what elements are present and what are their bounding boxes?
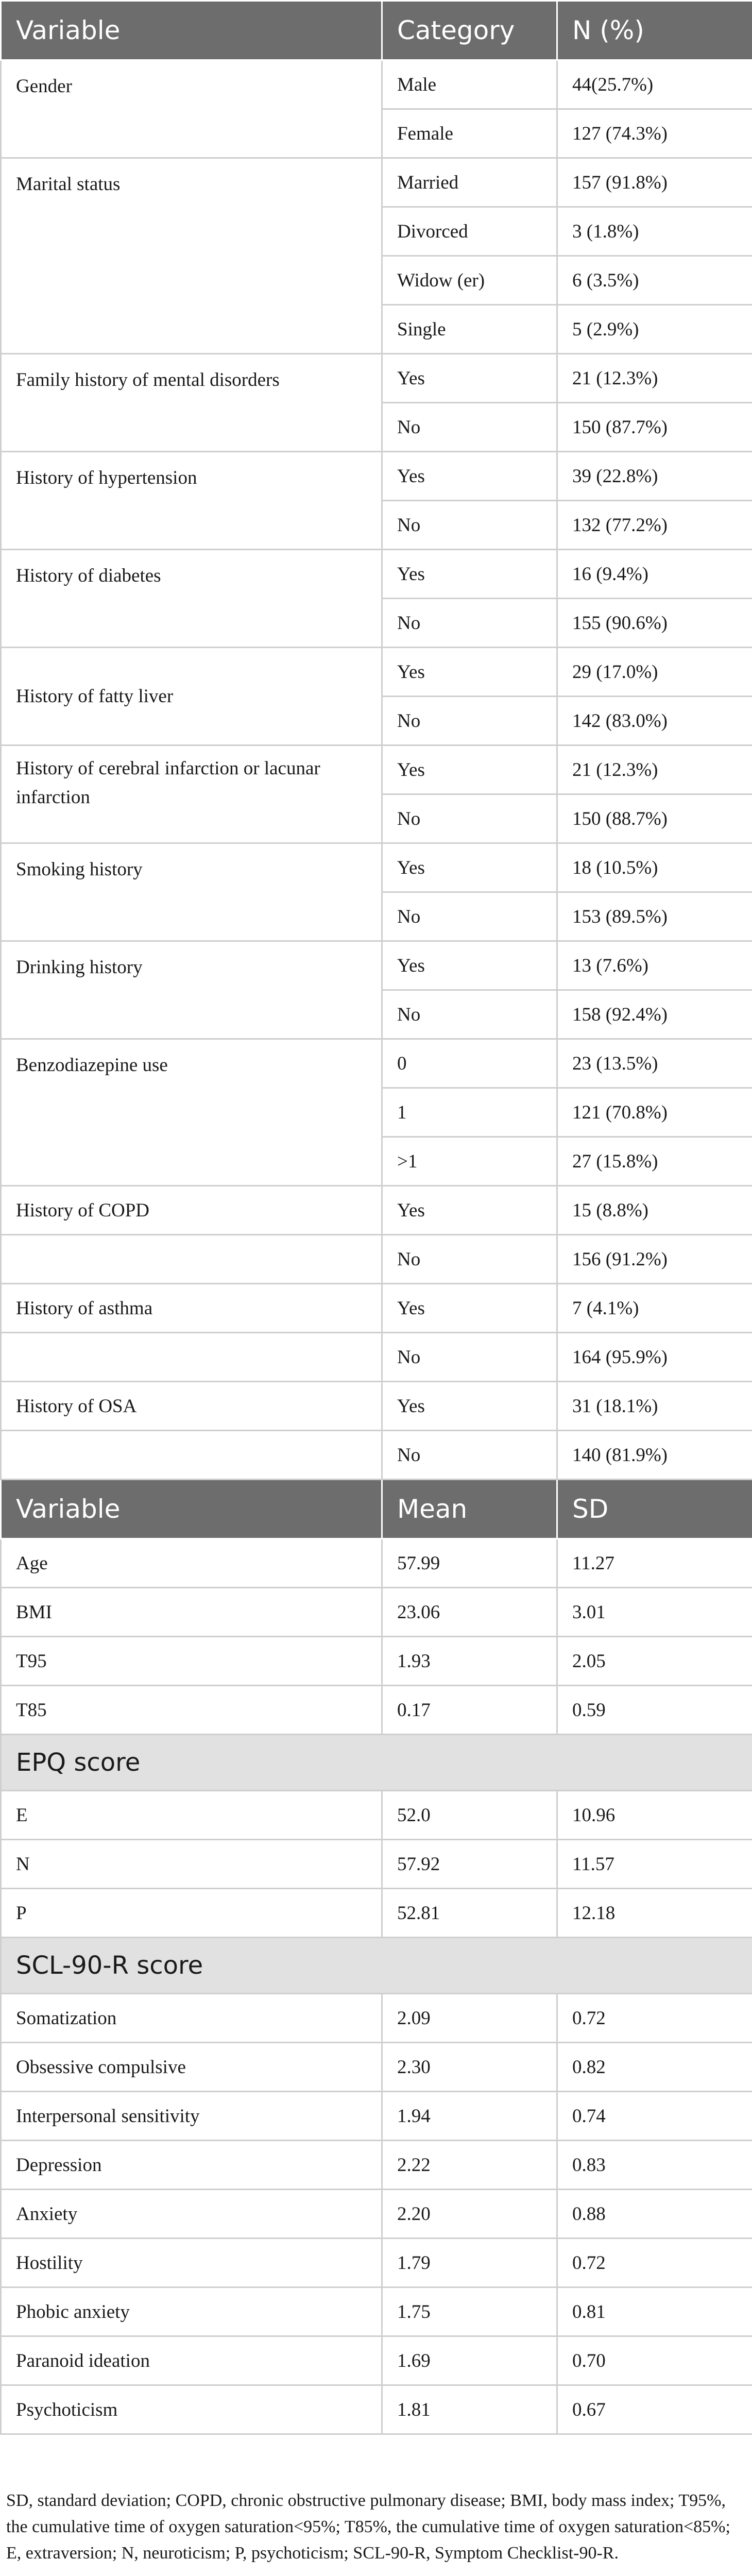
count-cell: 164 (95.9%) [557, 1333, 752, 1382]
variable-cell: Obsessive compulsive [1, 2043, 382, 2092]
variable-cell: Age [1, 1539, 382, 1588]
variable-cell: Smoking history [1, 843, 382, 941]
variable-cell: Family history of mental disorders [1, 354, 382, 452]
category-cell: Divorced [382, 207, 557, 256]
count-cell: 155 (90.6%) [557, 599, 752, 648]
variable-cell: T95 [1, 1637, 382, 1686]
table-row [1, 1186, 752, 1235]
count-cell: 3 (1.8%) [557, 207, 752, 256]
category-cell: No [382, 794, 557, 843]
count-cell: 150 (88.7%) [557, 794, 752, 843]
category-cell: No [382, 697, 557, 745]
count-cell: 15 (8.8%) [557, 1186, 752, 1235]
variable-cell: Interpersonal sensitivity [1, 2092, 382, 2141]
table-row [1, 2385, 752, 2434]
table-footnote: SD, standard deviation; COPD, chronic obstructive pulmonary disease; BMI, body mass index; T95%, the cumulative time of oxygen saturation<95%; T85%, the cumulative time of oxygen saturation<85%; E, extraversion; N, neuroticism; P, psychoticism; SCL-90-R, Symptom Checklist-90-R. [6, 2491, 730, 2563]
sd-cell: 10.96 [557, 1791, 752, 1840]
table-row [1, 1039, 752, 1088]
sd-cell: 0.88 [557, 2190, 752, 2239]
category-cell: No [382, 403, 557, 452]
sd-cell: 0.70 [557, 2336, 752, 2385]
table-row [1, 1889, 752, 1938]
count-cell: 16 (9.4%) [557, 550, 752, 599]
variable-cell: History of asthma [1, 1284, 382, 1333]
table2-header-row [1, 1480, 752, 1539]
count-cell: 158 (92.4%) [557, 990, 752, 1039]
count-cell: 5 (2.9%) [557, 305, 752, 354]
empty-cell [1, 1431, 382, 1480]
header-n-percent: N (%) [557, 1, 752, 60]
count-cell: 132 (77.2%) [557, 501, 752, 550]
variable-cell: Anxiety [1, 2190, 382, 2239]
category-cell: No [382, 990, 557, 1039]
category-cell: No [382, 501, 557, 550]
sd-cell: 11.57 [557, 1840, 752, 1889]
category-cell: Yes [382, 843, 557, 892]
mean-cell: 2.20 [382, 2190, 557, 2239]
count-cell: 23 (13.5%) [557, 1039, 752, 1088]
category-cell: Yes [382, 550, 557, 599]
count-cell: 142 (83.0%) [557, 697, 752, 745]
variable-cell: N [1, 1840, 382, 1889]
variable-cell: History of diabetes [1, 550, 382, 648]
header-sd: SD [557, 1480, 752, 1539]
variable-cell: History of COPD [1, 1186, 382, 1235]
count-cell: 21 (12.3%) [557, 354, 752, 403]
category-cell: Yes [382, 941, 557, 990]
sd-cell: 11.27 [557, 1539, 752, 1588]
table-row [1, 1235, 752, 1284]
category-cell: Single [382, 305, 557, 354]
variable-cell: Psychoticism [1, 2385, 382, 2434]
count-cell: 150 (87.7%) [557, 403, 752, 452]
mean-cell: 0.17 [382, 1686, 557, 1735]
count-cell: 153 (89.5%) [557, 892, 752, 941]
variable-cell: Somatization [1, 1994, 382, 2043]
variable-cell: Gender [1, 60, 382, 158]
count-cell: 18 (10.5%) [557, 843, 752, 892]
header-mean: Mean [382, 1480, 557, 1539]
variable-cell: E [1, 1791, 382, 1840]
variable-cell: Depression [1, 2141, 382, 2190]
variable-cell: T85 [1, 1686, 382, 1735]
header-variable: Variable [1, 1, 382, 60]
variable-cell: History of cerebral infarction or lacunar infarction [1, 745, 382, 843]
header-category: Category [382, 1, 557, 60]
table-row [1, 2092, 752, 2141]
table-row [1, 1791, 752, 1840]
table2-body [1, 1539, 752, 2434]
table-row [1, 2141, 752, 2190]
header-variable-2: Variable [1, 1480, 382, 1539]
category-cell: Yes [382, 354, 557, 403]
table-row [1, 2043, 752, 2092]
count-cell: 140 (81.9%) [557, 1431, 752, 1480]
variable-cell: Benzodiazepine use [1, 1039, 382, 1186]
mean-cell: 2.22 [382, 2141, 557, 2190]
mean-cell: 2.09 [382, 1994, 557, 2043]
category-cell: No [382, 892, 557, 941]
table-row [1, 2239, 752, 2287]
sd-cell: 0.72 [557, 1994, 752, 2043]
count-cell: 27 (15.8%) [557, 1137, 752, 1186]
mean-cell: 57.99 [382, 1539, 557, 1588]
mean-cell: 1.79 [382, 2239, 557, 2287]
table-row [1, 1686, 752, 1735]
variable-cell: Drinking history [1, 941, 382, 1039]
table-row [1, 60, 752, 109]
count-cell: 7 (4.1%) [557, 1284, 752, 1333]
sd-cell: 0.67 [557, 2385, 752, 2434]
table-row [1, 2287, 752, 2336]
count-cell: 156 (91.2%) [557, 1235, 752, 1284]
mean-cell: 52.81 [382, 1889, 557, 1938]
mean-cell: 2.30 [382, 2043, 557, 2092]
category-cell: Yes [382, 745, 557, 794]
sd-cell: 12.18 [557, 1889, 752, 1938]
count-cell: 39 (22.8%) [557, 452, 752, 501]
category-cell: 0 [382, 1039, 557, 1088]
table-row [1, 1431, 752, 1480]
section-header-row [1, 1938, 752, 1994]
variable-cell: BMI [1, 1588, 382, 1637]
category-cell: >1 [382, 1137, 557, 1186]
mean-cell: 1.69 [382, 2336, 557, 2385]
table-row [1, 1539, 752, 1588]
table-row [1, 648, 752, 697]
table-row [1, 843, 752, 892]
count-cell: 6 (3.5%) [557, 256, 752, 305]
category-cell: Married [382, 158, 557, 207]
section-title: SCL-90-R score [1, 1938, 752, 1994]
category-cell: Male [382, 60, 557, 109]
category-cell: No [382, 599, 557, 648]
category-cell: No [382, 1431, 557, 1480]
variable-cell: History of OSA [1, 1382, 382, 1431]
category-cell: No [382, 1333, 557, 1382]
table-row [1, 1840, 752, 1889]
category-cell: Yes [382, 452, 557, 501]
variable-cell: P [1, 1889, 382, 1938]
mean-cell: 23.06 [382, 1588, 557, 1637]
variable-cell: Hostility [1, 2239, 382, 2287]
category-cell: Yes [382, 1382, 557, 1431]
table-row [1, 1284, 752, 1333]
category-cell: 1 [382, 1088, 557, 1137]
table-row [1, 1333, 752, 1382]
sd-cell: 3.01 [557, 1588, 752, 1637]
table1-body [1, 60, 752, 1480]
table-row [1, 1637, 752, 1686]
category-cell: Yes [382, 1186, 557, 1235]
empty-cell [1, 1333, 382, 1382]
sd-cell: 0.72 [557, 2239, 752, 2287]
count-cell: 13 (7.6%) [557, 941, 752, 990]
count-cell: 44(25.7%) [557, 60, 752, 109]
category-cell: Yes [382, 648, 557, 697]
mean-cell: 1.75 [382, 2287, 557, 2336]
table-row [1, 1994, 752, 2043]
table-row [1, 941, 752, 990]
category-cell: Female [382, 109, 557, 158]
count-cell: 121 (70.8%) [557, 1088, 752, 1137]
count-cell: 127 (74.3%) [557, 109, 752, 158]
category-cell: Yes [382, 1284, 557, 1333]
table-row [1, 2190, 752, 2239]
variable-cell: History of fatty liver [1, 648, 382, 745]
table-row [1, 452, 752, 501]
category-cell: No [382, 1235, 557, 1284]
sd-cell: 0.81 [557, 2287, 752, 2336]
variable-cell: Paranoid ideation [1, 2336, 382, 2385]
mean-cell: 1.93 [382, 1637, 557, 1686]
variable-cell: Marital status [1, 158, 382, 354]
category-cell: Widow (er) [382, 256, 557, 305]
table-row [1, 354, 752, 403]
sd-cell: 2.05 [557, 1637, 752, 1686]
empty-cell [1, 1235, 382, 1284]
table-row [1, 1588, 752, 1637]
table1-header-row [1, 1, 752, 60]
sd-cell: 0.74 [557, 2092, 752, 2141]
count-cell: 31 (18.1%) [557, 1382, 752, 1431]
table-row [1, 1382, 752, 1431]
mean-cell: 1.94 [382, 2092, 557, 2141]
sd-cell: 0.83 [557, 2141, 752, 2190]
table-row [1, 2336, 752, 2385]
variable-cell: History of hypertension [1, 452, 382, 550]
mean-cell: 52.0 [382, 1791, 557, 1840]
mean-cell: 1.81 [382, 2385, 557, 2434]
section-header-row [1, 1735, 752, 1791]
table-row [1, 745, 752, 794]
table2-header [1, 1480, 752, 1539]
table-row [1, 158, 752, 207]
sd-cell: 0.82 [557, 2043, 752, 2092]
table-row [1, 550, 752, 599]
sd-cell: 0.59 [557, 1686, 752, 1735]
mean-cell: 57.92 [382, 1840, 557, 1889]
count-cell: 29 (17.0%) [557, 648, 752, 697]
count-cell: 21 (12.3%) [557, 745, 752, 794]
count-cell: 157 (91.8%) [557, 158, 752, 207]
variable-cell: Phobic anxiety [1, 2287, 382, 2336]
section-title: EPQ score [1, 1735, 752, 1791]
